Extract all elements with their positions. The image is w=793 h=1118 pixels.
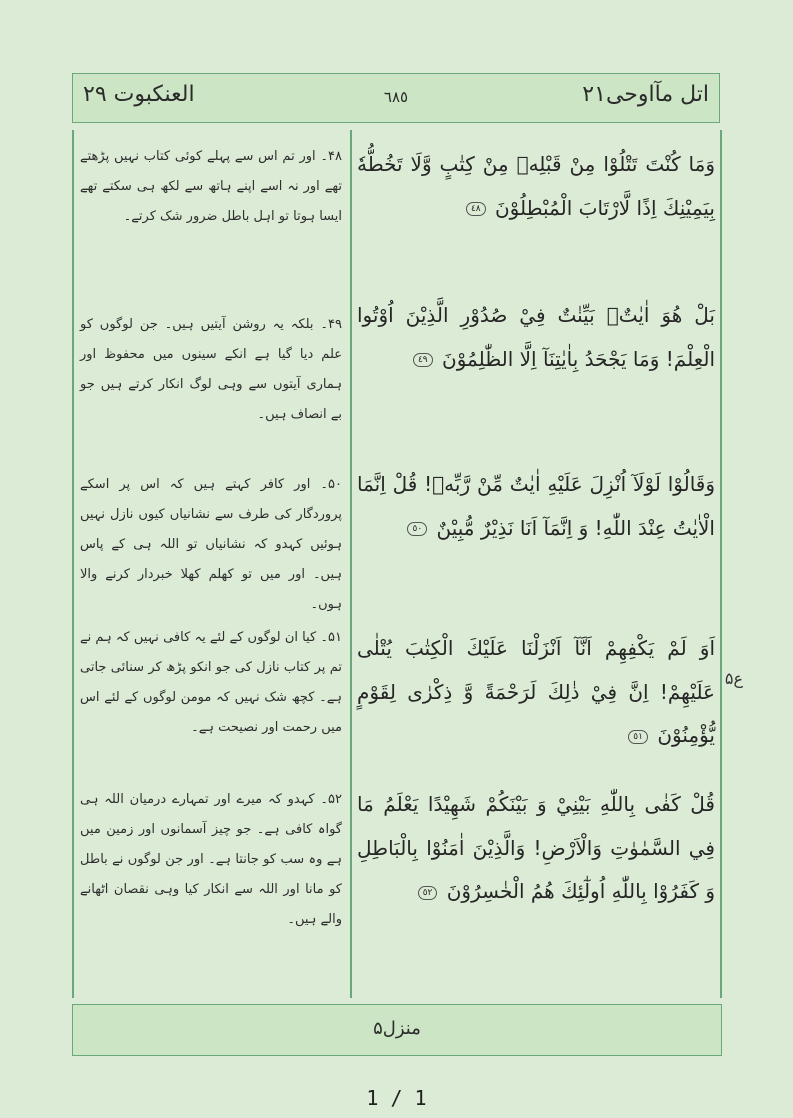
verse-text: وَمَا كُنْتَ تَتْلُوْا مِنْ قَبْلِهٖ مِنْ كِتٰبٍ وَّلَا تَخُطُّهٗ بِيَمِيْنِكَ اِذًا لَّارْتَابَ الْمُبْطِلُوْنَ <box>357 152 715 220</box>
urdu-translation-49: ۴۹۔ بلکہ یہ روشن آیتیں ہیں۔ جن لوگوں کو علم دیا گیا ہے انکے سینوں میں محفوظ اور ہماری آیتوں سے وہی لوگ انکار کرتے ہیں جو بے انصاف ہیں۔ <box>80 317 342 422</box>
column-divider <box>350 130 352 998</box>
page-header <box>72 73 720 123</box>
ayah-number-marker: ٥١ <box>628 730 648 744</box>
arabic-verse-52 <box>357 783 715 914</box>
page-indicator: 1 / 1 <box>366 1086 427 1110</box>
verse-text: اَوَ لَمْ يَكْفِهِمْ اَنَّآ اَنْزَلْنَا عَلَيْكَ الْكِتٰبَ يُتْلٰى عَلَيْهِمْ! اِنَّ فِيْ ذٰلِكَ لَرَحْمَةً وَّ ذِكْرٰى لِقَوْمٍ يُّؤْمِنُوْنَ <box>357 636 715 747</box>
ayah-number-marker: ٥٠ <box>407 522 427 536</box>
page-number: ٦٨٥ <box>383 88 409 106</box>
arabic-verse-48 <box>357 143 715 230</box>
left-border <box>72 130 74 998</box>
ayah-number-marker: ٤٩ <box>413 353 433 367</box>
verse-text: وَقَالُوْا لَوْلَآ اُنْزِلَ عَلَيْهِ اٰيٰتٌ مِّنْ رَّبِّهٖ! قُلْ اِنَّمَا الْاٰيٰتُ عِنْدَ اللّٰهِ! وَ اِنَّمَآ اَنَا نَذِيْرٌ مُّبِيْنٌ <box>357 472 715 540</box>
arabic-verse-50 <box>357 463 715 550</box>
surah-name: العنکبوت ۲۹ <box>83 82 195 107</box>
verse-text: بَلْ هُوَ اٰيٰتٌۢ بَيِّنٰتٌ فِيْ صُدُوْرِ الَّذِيْنَ اُوْتُوا الْعِلْمَ! وَمَا يَجْحَدُ بِاٰيٰتِنَآ اِلَّا الظّٰلِمُوْنَ <box>357 303 715 371</box>
arabic-verse-49 <box>357 294 715 381</box>
para-name: اتل مآاوحی۲۱ <box>582 82 709 107</box>
arabic-verse-51 <box>357 627 715 758</box>
ayah-number-marker: ٤٨ <box>466 202 486 216</box>
urdu-translation-52: ۵۲۔ کہدو کہ میرے اور تمہارے درمیان اللہ ہی گواہ کافی ہے۔ جو چیز آسمانوں اور زمین میں ہے وہ سب کو جانتا ہے۔ اور جن لوگوں نے باطل کو مانا اور اللہ سے انکار کیا وہی نقصان اٹھانے والے ہیں۔ <box>80 792 342 927</box>
manzil-footer: منزل۵ <box>72 1004 722 1056</box>
urdu-translation-48: ۴۸۔ اور تم اس سے پہلے کوئی کتاب نہیں پڑھتے تھے اور نہ اسے اپنے ہاتھ سے لکھ ہی سکتے تھے ایسا ہوتا تو اہل باطل ضرور شک کرتے۔ <box>80 149 342 224</box>
urdu-translation-51: ۵۱۔ کیا ان لوگوں کے لئے یہ کافی نہیں کہ ہم نے تم پر کتاب نازل کی جو انکو پڑھ کر سنائی جاتی ہے۔ کچھ شک نہیں کہ مومن لوگوں کے لئے اس میں رحمت اور نصیحت ہے۔ <box>80 630 342 735</box>
urdu-translation-50: ۵۰۔ اور کافر کہتے ہیں کہ اس پر اسکے پروردگار کی طرف سے نشانیاں کیوں نازل نہیں ہوئیں کہدو کہ نشانیاں تو اللہ ہی کے پاس ہیں۔ اور میں تو کھلم کھلا خبردار کرنے والا ہوں۔ <box>80 477 342 612</box>
right-border <box>720 130 722 998</box>
verse-text: قُلْ كَفٰى بِاللّٰهِ بَيْنِيْ وَ بَيْنَكُمْ شَهِيْدًا يَعْلَمُ مَا فِي السَّمٰوٰتِ وَالْاَرْضِ! وَالَّذِيْنَ اٰمَنُوْا بِالْبَاطِلِ وَ كَفَرُوْا بِاللّٰهِ اُولٰٓئِكَ هُمُ الْخٰسِرُوْنَ <box>357 792 715 903</box>
ruku-marker: ع۵ <box>724 669 744 688</box>
ayah-number-marker: ٥٢ <box>418 886 438 900</box>
